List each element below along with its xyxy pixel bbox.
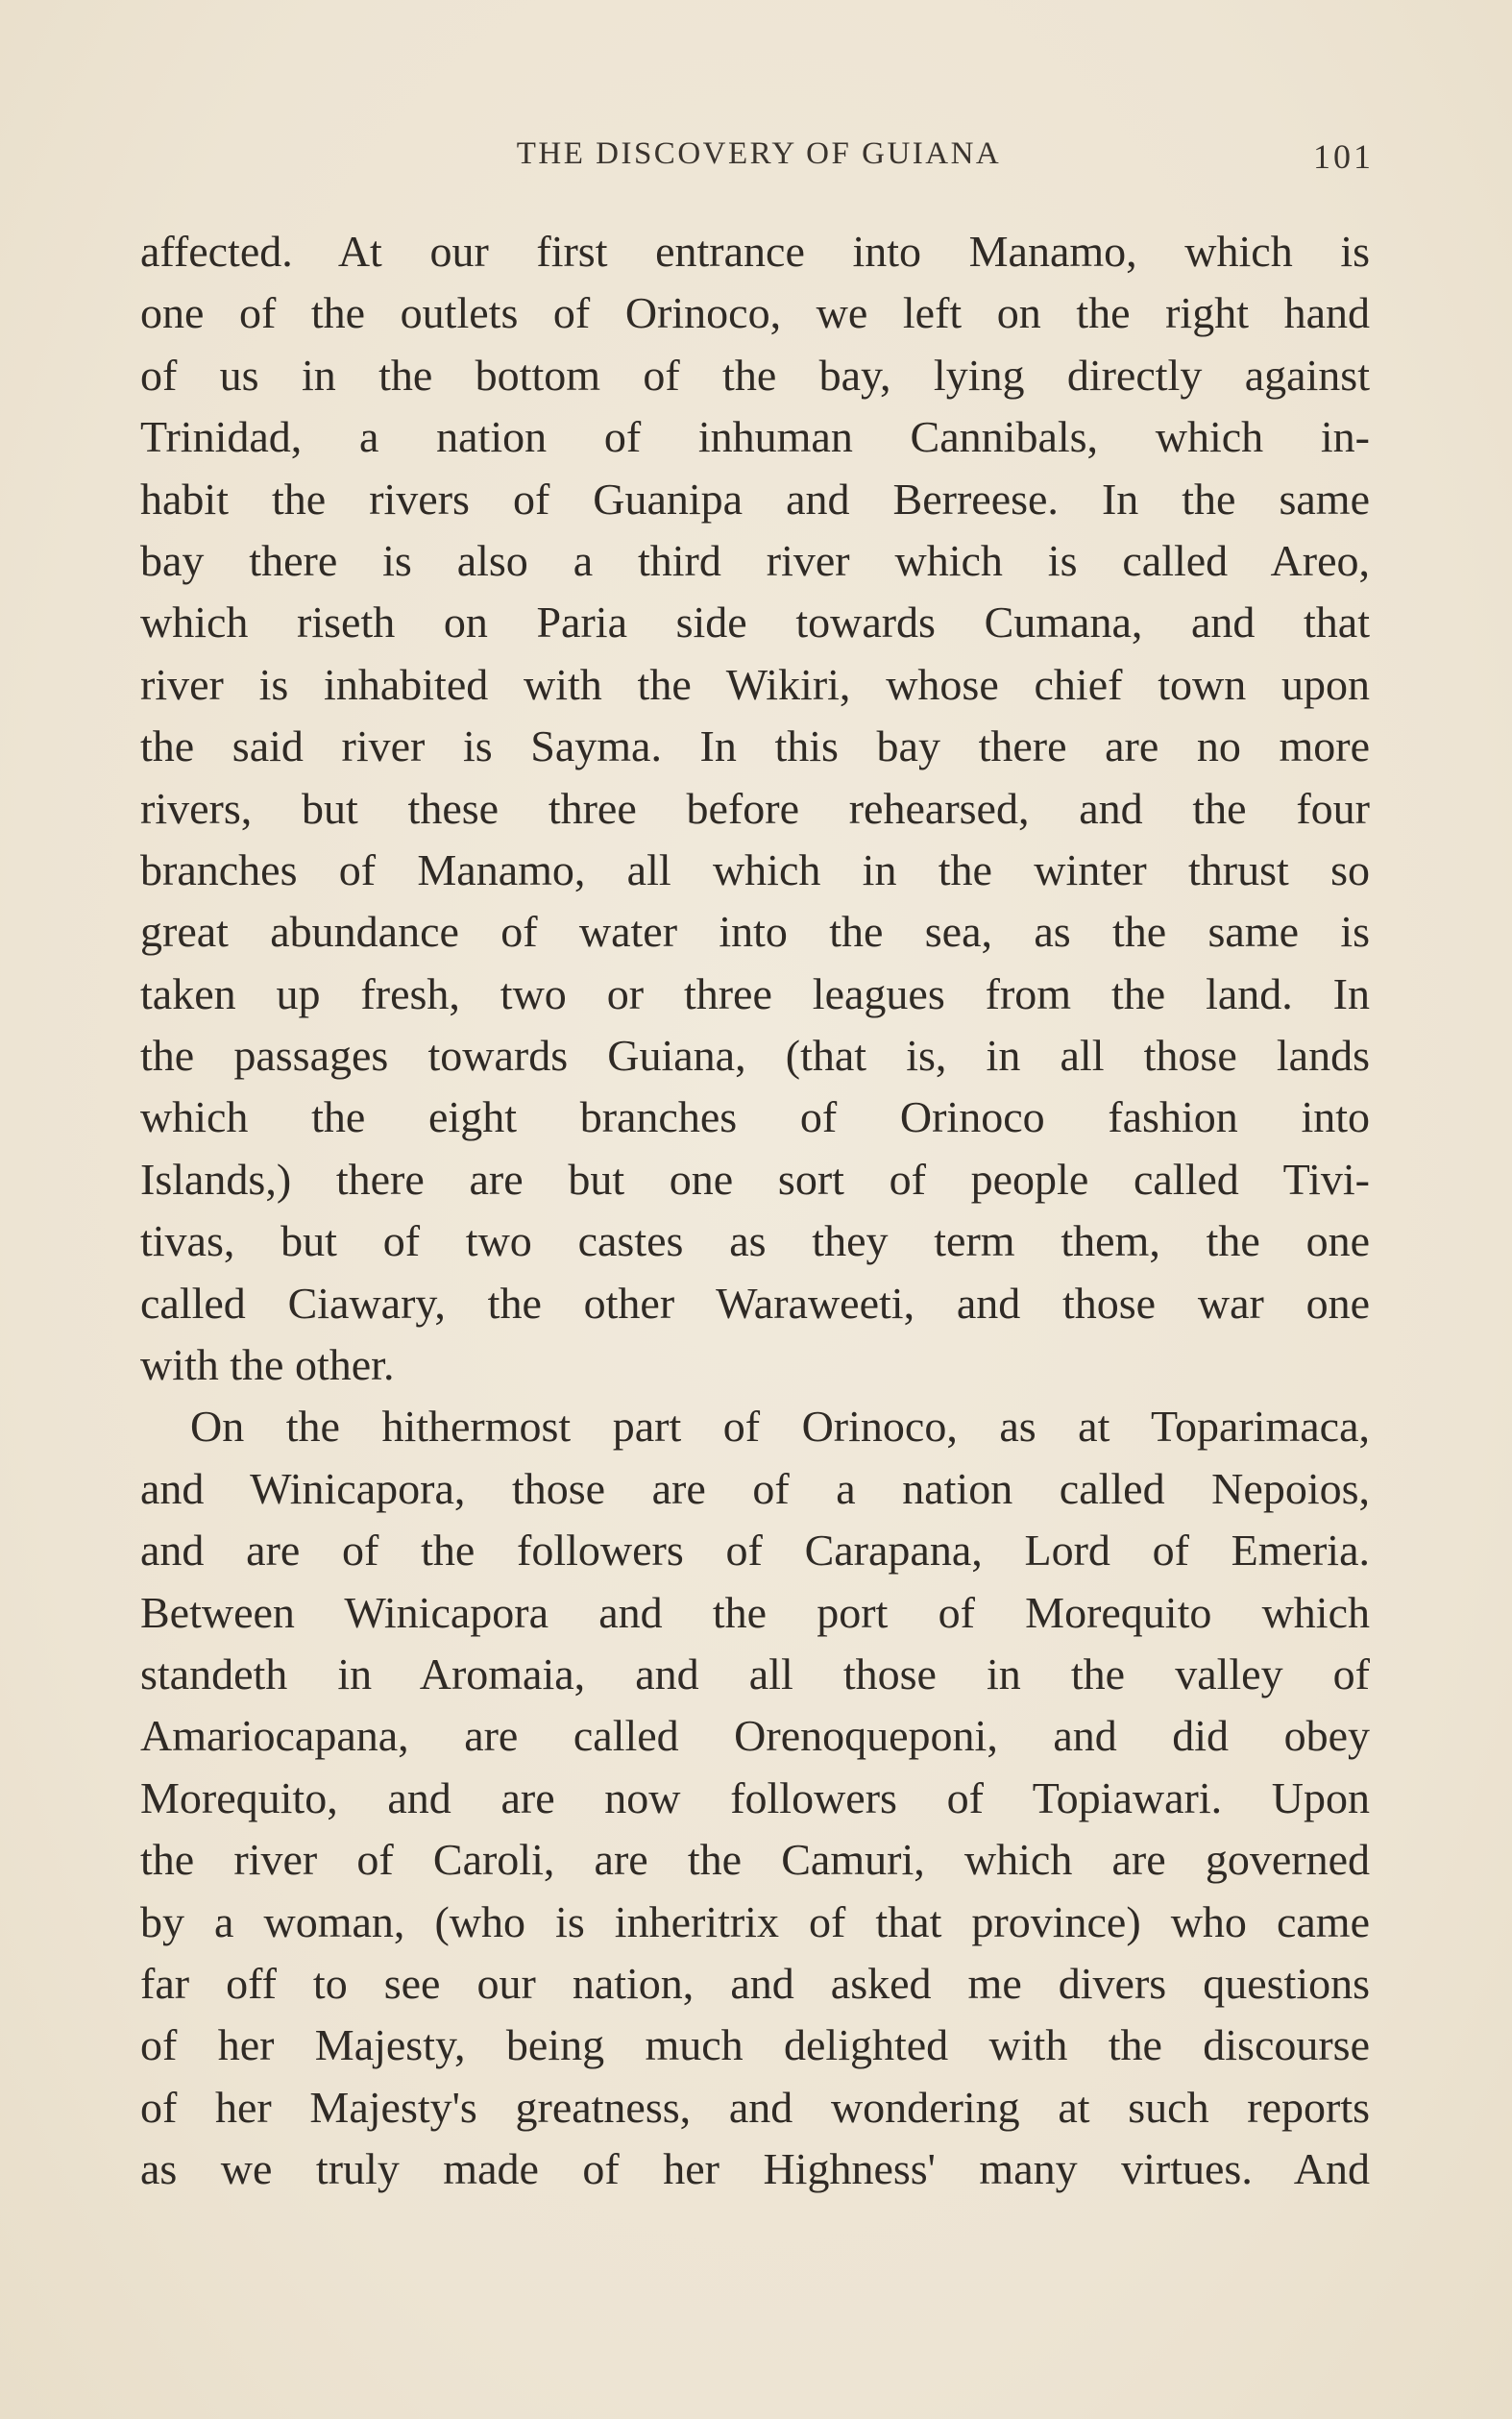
text-line: tivas, but of two castes as they term them, the one — [140, 1216, 1370, 1266]
page-number: 101 — [1313, 137, 1374, 176]
text-line: On the hithermost part of Orinoco, as at Toparimaca, — [190, 1402, 1370, 1452]
text-line: one of the outlets of Orinoco, we left on the right hand — [140, 288, 1370, 338]
text-line: and Winicapora, those are of a nation called Nepoios, — [140, 1463, 1370, 1513]
text-line: great abundance of water into the sea, as the same is — [140, 907, 1370, 957]
text-line: the river of Caroli, are the Camuri, which are governed — [140, 1835, 1370, 1885]
text-line: the passages towards Guiana, (that is, in all those lands — [140, 1031, 1370, 1081]
text-line: river is inhabited with the Wikiri, whose chief town upon — [140, 659, 1370, 709]
text-line: Trinidad, a nation of inhuman Cannibals, which in- — [140, 412, 1370, 462]
body-text — [140, 221, 1370, 2201]
text-line: and are of the followers of Carapana, Lord of Emeria. — [140, 1526, 1370, 1576]
text-line: Islands,) there are but one sort of people called Tivi- — [140, 1154, 1370, 1204]
text-line: standeth in Aromaia, and all those in the valley of — [140, 1649, 1370, 1698]
text-line: by a woman, (who is inheritrix of that province) who came — [140, 1896, 1370, 1946]
paragraph — [140, 1396, 1370, 2200]
running-head — [134, 136, 1383, 184]
text-line: Morequito, and are now followers of Topiawari. Upon — [140, 1772, 1370, 1822]
text-line: Amariocapana, are called Orenoqueponi, and did obey — [140, 1711, 1370, 1761]
text-line: which riseth on Paria side towards Cumana, and that — [140, 598, 1370, 648]
text-line: rivers, but these three before rehearsed, and the four — [140, 783, 1370, 833]
text-line: of her Majesty, being much delighted with the discourse — [140, 2020, 1370, 2070]
text-line: far off to see our nation, and asked me divers questions — [140, 1958, 1370, 2008]
text-line: habit the rivers of Guanipa and Berreese. In the same — [140, 474, 1370, 524]
text-line: of us in the bottom of the bay, lying directly against — [140, 350, 1370, 400]
text-line: of her Majesty's greatness, and wondering at such reports — [140, 2082, 1370, 2132]
text-line: bay there is also a third river which is called Areo, — [140, 535, 1370, 585]
text-line: as we truly made of her Highness' many virtues. And — [140, 2144, 1370, 2194]
text-line: taken up fresh, two or three leagues from the land. In — [140, 968, 1370, 1018]
text-line: called Ciawary, the other Waraweeti, and those war one — [140, 1278, 1370, 1328]
text-line: Between Winicapora and the port of Morequito which — [140, 1587, 1370, 1637]
text-line: with the other. — [140, 1340, 395, 1390]
text-line: the said river is Sayma. In this bay there are no more — [140, 721, 1370, 771]
running-title: THE DISCOVERY OF GUIANA — [516, 136, 1002, 171]
text-line: which the eight branches of Orinoco fashion into — [140, 1092, 1370, 1142]
text-line: branches of Manamo, all which in the winter thrust so — [140, 844, 1370, 894]
text-line: affected. At our first entrance into Manamo, which is — [140, 227, 1370, 276]
paragraph — [140, 221, 1370, 1396]
